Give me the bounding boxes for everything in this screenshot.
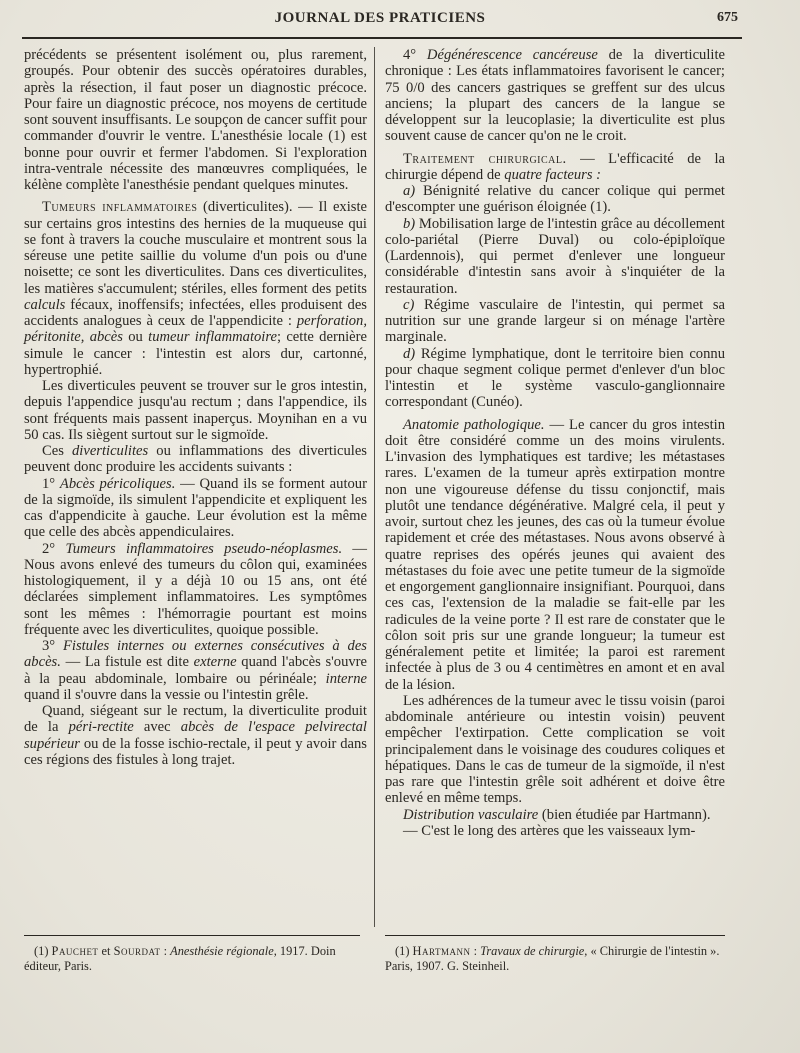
item-heading: Abcès péricoliques. bbox=[59, 475, 176, 492]
right-column bbox=[385, 47, 725, 839]
paragraph-distribution: Distribution vasculaire (bien étudiée par Hartmann). bbox=[403, 806, 711, 823]
factor-d: d) Régime lymphatique, dont le territoire bien connu pour chaque segment colique permet d'enlever d'un bloc l'intestin et le système vasculo-ganglionnaire correspondant (Cunéo). bbox=[385, 345, 725, 411]
column-divider bbox=[374, 47, 375, 927]
paragraph-anatomie: Anatomie pathologique. — Le cancer du gros intestin doit être considéré comme un des moins virulents. L'invasion des lymphatiques est tardive; les métastases rares. L'examen de la tumeur après extirpation montre non une vigoureuse défense du tissu conjonctif, mais plutôt une tendance dégénérative. Malgré cela, il peut y avoir, surtout chez les jeunes, des cas où la tumeur évolue rapidement et crée des métastases. Nous avons observé à quatre reprises des opérés jeunes qui avaient des métastases du foie avec une petite tumeur de la sigmoïde et engorgement ganglionnaire insignifiant. Pourquoi, dans ces cas, l'extension de la maladie se fait-elle par les radicules de la veine porte ? Il est rare de constater que le côlon soit pris sur une grande longueur; la tumeur est généralement petite et limitée; la paroi est rarement infectée à plus de 3 ou 4 centimètres en amont et en aval de la lésion. bbox=[385, 416, 725, 693]
paragraph: Les diverticules peuvent se trouver sur le gros intestin, depuis l'appendice jusqu'au rectum ; dans l'appendice, ils sont fréquents mais passent inaperçus. Moynihan en a vu 50 cas. Ils siègent surtout sur le sigmoïde. bbox=[24, 378, 367, 443]
list-item-abces: 1° Abcès péricoliques. — Quand ils se forment autour de la sigmoïde, ils simulent l'appendicite et expliquent les cas d'appendicite à gauche. Leur évolution est la même que celle des abcès appendiculaires. bbox=[24, 475, 367, 541]
factor-c: c) Régime vasculaire de l'intestin, qui permet sa nutrition sur une grande largeur si on ménage l'artère marginale. bbox=[385, 296, 725, 346]
list-item-tumeurs: 2° Tumeurs inflammatoires pseudo-néoplasmes. — Nous avons enlevé des tumeurs du côlon qui, examinées histologiquement, il y a déjà 10 ou 15 ans, ont été déclarées simplement inflammatoires. Les symptômes sont les mêmes : l'hémorragie pourtant est moins fréquente avec les diverticulites, quoique possible. bbox=[24, 540, 367, 638]
page-number: 675 bbox=[717, 10, 738, 25]
item-heading: Tumeurs inflammatoires pseudo-néoplasmes. bbox=[65, 540, 343, 557]
section-heading: Distribution vasculaire bbox=[403, 806, 539, 823]
list-item-degenerescence: 4° Dégénérescence cancéreuse de la diverticulite chronique : Les états inflammatoires favorisent le cancer; 75 0/0 des cancers gastriques se greffent sur des ulcus anciens; la plupart des cancers de la langue se développent sur la leucoplasie; la diverticulite est plus souvent cause de cancer qu'on ne le croit. bbox=[385, 47, 725, 145]
footnote-right: (1) Hartmann : Travaux de chirurgie, « Chirurgie de l'intestin ». Paris, 1907. G. Steinheil. bbox=[385, 944, 720, 973]
list-item-fistules: 3° Fistules internes ou externes consécutives à des abcès. — La fistule est dite externe quand l'abcès s'ouvre à la peau abdominale, lombaire ou périnéale; interne quand il s'ouvre dans la vessie ou l'intestin grêle. bbox=[24, 638, 367, 703]
footnote-rule bbox=[385, 935, 725, 936]
item-heading: Fistules internes ou externes consécutives à des abcès. bbox=[24, 638, 367, 671]
factor-a: a) Bénignité relative du cancer colique qui permet d'escompter une guérison éloignée (1). bbox=[385, 183, 725, 216]
section-heading: Traitement chirurgical. bbox=[403, 150, 567, 167]
running-header bbox=[22, 8, 738, 34]
factor-b: b) Mobilisation large de l'intestin grâce au décollement colo-pariétal (Pierre Duval) ou colo-épiploïque (Lardennois), qui permet d'enlever une longueur considérable d'intestin sans avoir à s'inquiéter de la restauration. bbox=[385, 215, 725, 297]
paragraph: Quand, siégeant sur le rectum, la diverticulite produit de la péri-rectite avec abcès de l'espace pelvirectal supérieur ou de la fosse ischio-rectale, il peut y avoir dans ces régions des fistules à long trajet. bbox=[24, 703, 367, 768]
paragraph: précédents se présentent isolément ou, plus rarement, groupés. Pour obtenir des succès opératoires durables, après la résection, il faut poser un diagnostic précoce. Pour faire un diagnostic précoce, nos moyens de certitude sont souvent insuffisants. Le soupçon de cancer suffit pour commander d'ouvrir le ventre. L'anesthésie locale (1) est bonne pour ouvrir et fermer l'abdomen. Si l'exploration intra-ventrale nécessite des manœuvres compliquées, le kélène complète l'anesthésie pendant quelques minutes. bbox=[24, 47, 367, 193]
section-heading: Anatomie pathologique. bbox=[403, 416, 545, 433]
left-column bbox=[24, 47, 367, 768]
paragraph: Les adhérences de la tumeur avec le tissu voisin (paroi abdominale antérieure ou intestin voisin) peuvent empêcher l'extirpation. Cette complication se voit principalement dans le voisinage des coudures coliques et hépatiques. Dans le cas de tumeur de la sigmoïde, il n'est pas rare que l'intestin grêle soit adhérent et doive être enlevé en même temps. bbox=[385, 692, 725, 807]
journal-title: JOURNAL DES PRATICIENS bbox=[274, 10, 486, 26]
item-heading: Dégénérescence cancéreuse bbox=[426, 47, 598, 63]
header-rule bbox=[22, 37, 742, 39]
footnote-rule bbox=[24, 935, 360, 936]
paragraph-traitement: Traitement chirurgical. — L'efficacité de la chirurgie dépend de quatre facteurs : bbox=[385, 150, 725, 183]
paragraph-tumeurs-inflammatoires: Tumeurs inflammatoires (diverticulites). — Il existe sur certains gros intestins des hernies de la muqueuse qui se font à travers la couche musculaire et montrent sous la séreuse une petite saillie du volume d'un pois ou d'une noisette; ce sont les diverticulites. Dans ces diverticulites, les matières s'accumulent; stériles, elles forment des petits calculs fécaux, inoffensifs; infectées, elles produisent des accidents analogues à ceux de l'appendicite : perforation, péritonite, abcès ou tumeur inflammatoire; cette dernière simule le cancer : l'intestin est alors dur, cartonné, hypertrophié. bbox=[24, 199, 367, 378]
section-heading: Tumeurs inflammatoires bbox=[42, 199, 198, 216]
paragraph: — C'est le long des artères que les vaisseaux lym- bbox=[403, 822, 696, 839]
footnote-left: (1) Pauchet et Sourdat : Anesthésie régionale, 1917. Doin éditeur, Paris. bbox=[24, 944, 336, 973]
paragraph: Ces diverticulites ou inflammations des diverticules peuvent donc produire les accidents suivants : bbox=[24, 443, 367, 476]
